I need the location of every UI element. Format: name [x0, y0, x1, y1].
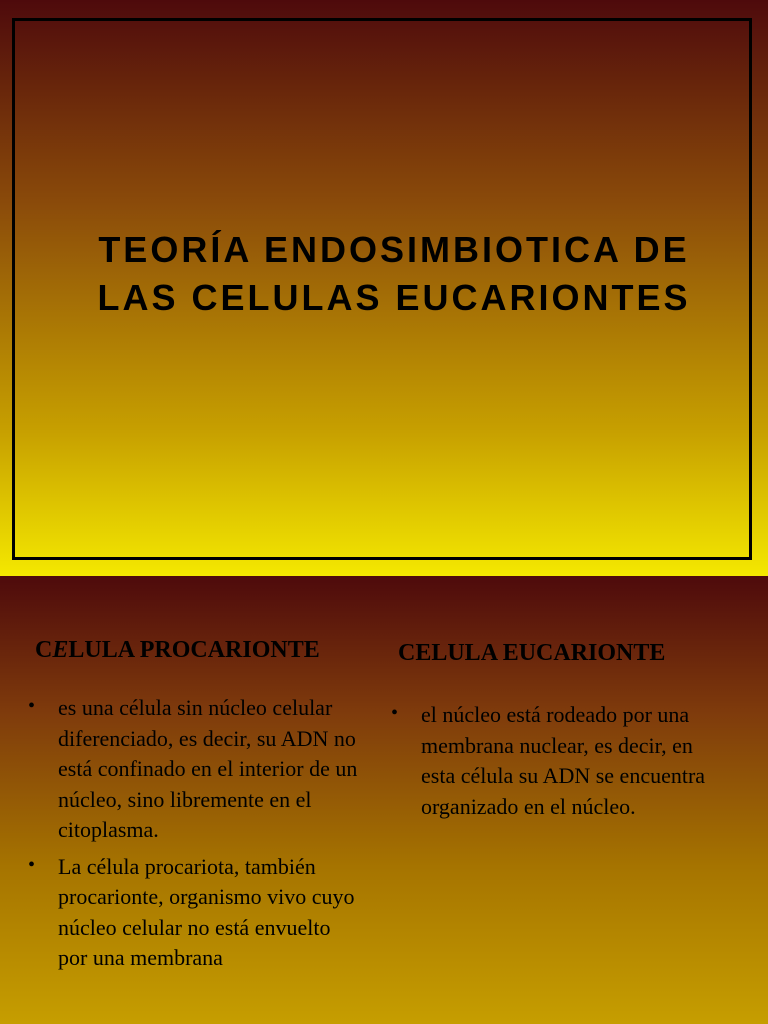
heading-letter-c: C	[35, 637, 53, 663]
bullet-icon: •	[28, 853, 36, 876]
comparison-slide	[0, 576, 768, 1024]
procarionte-bullet-list	[28, 693, 358, 980]
heading-rest: LULA PROCARIONTE	[68, 637, 320, 663]
bullet-icon: •	[28, 695, 36, 717]
title-line-1: TEORÍA ENDOSIMBIOTICA DE	[98, 229, 690, 270]
list-item	[391, 700, 721, 822]
bullet-text: es una célula sin núcleo celular diferenciado, es decir, su ADN no está confinado en el interior de un núcleo, sino libremente en el citoplasma.	[58, 695, 358, 842]
bullet-text: el núcleo está rodeado por una membrana nuclear, es decir, en esta célula su ADN se encuentra organizado en el núcleo.	[421, 702, 706, 819]
eucarionte-heading: CELULA EUCARIONTE	[398, 640, 666, 666]
procarionte-heading	[35, 637, 320, 664]
list-item	[28, 852, 358, 974]
title-line-2: LAS CELULAS EUCARIONTES	[97, 277, 691, 318]
bullet-text: La célula procariota, también procarionte, organismo vivo cuyo núcleo celular no está envuelto por una membrana	[58, 853, 355, 970]
slide-title	[30, 226, 758, 322]
eucarionte-bullet-list	[391, 700, 721, 828]
list-item	[28, 693, 358, 846]
bullet-icon: •	[391, 702, 399, 724]
heading-letter-e-italic: E	[52, 637, 69, 663]
